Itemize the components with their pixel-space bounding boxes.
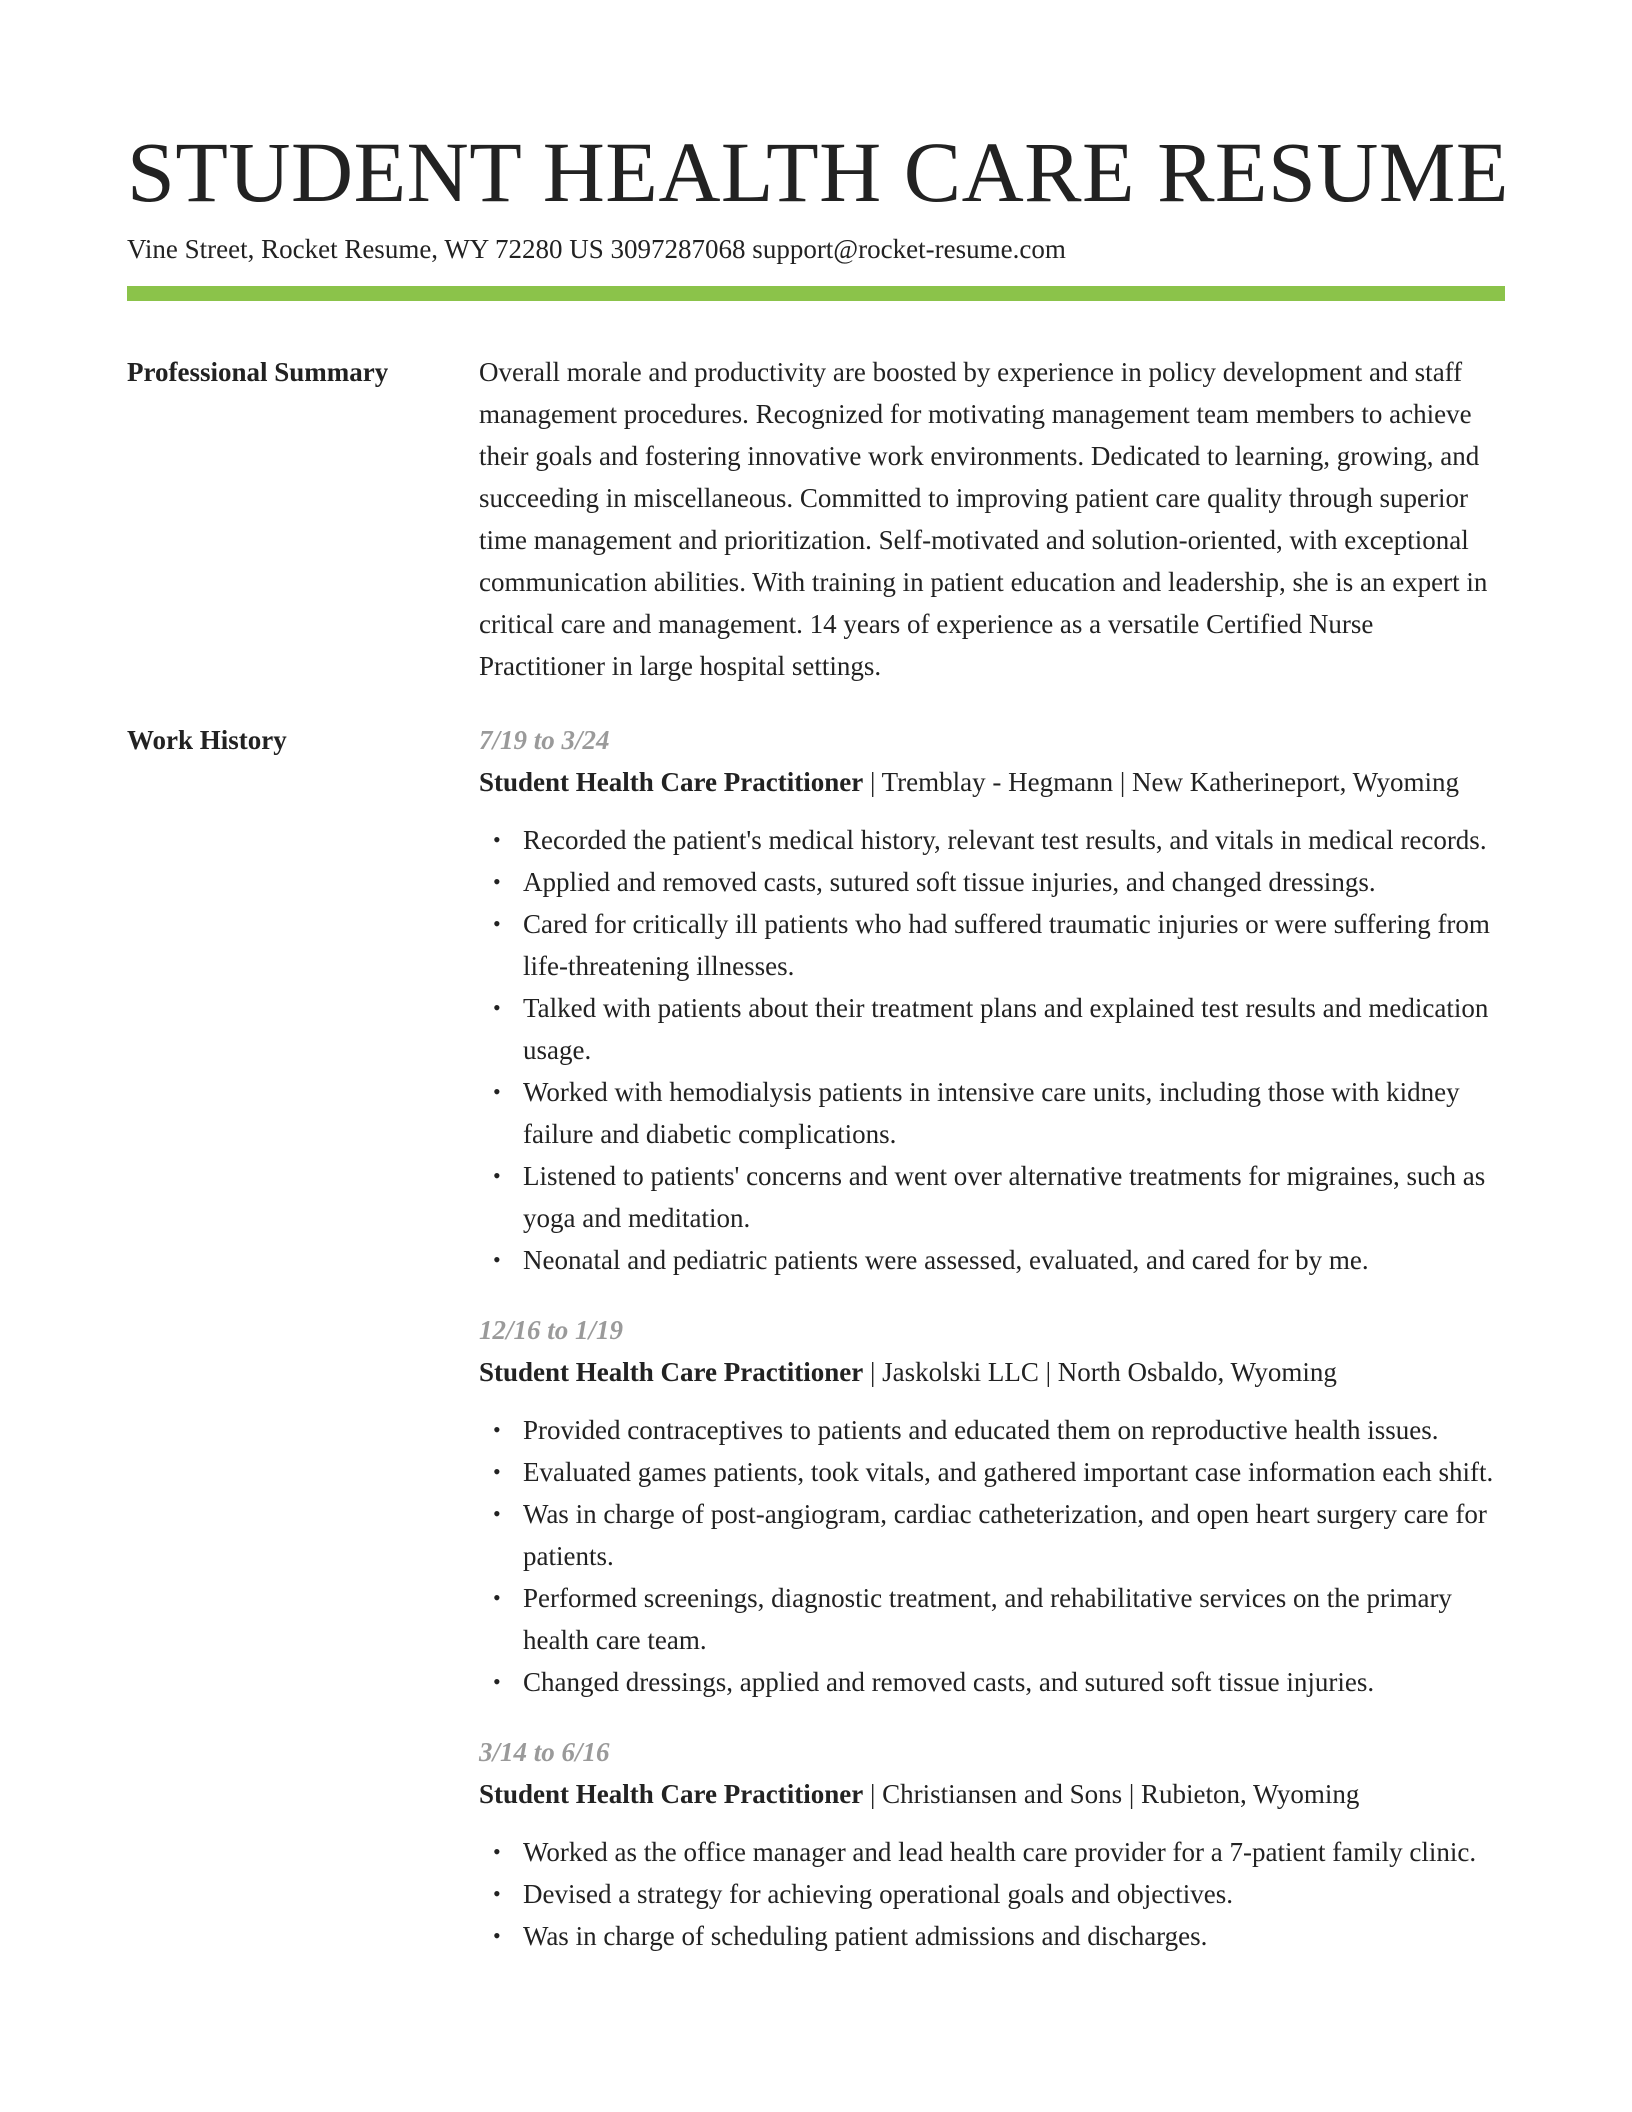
job-employer-location: | Tremblay - Hegmann | New Katherineport, Wyoming: [863, 767, 1460, 797]
duty-text: Recorded the patient's medical history, relevant test results, and vitals in medical records.: [523, 825, 1487, 855]
work-history-body: [479, 719, 1505, 1985]
list-item: [493, 1661, 1505, 1703]
list-item: [493, 1915, 1505, 1957]
header-divider: [127, 286, 1505, 301]
job-employer-location: | Jaskolski LLC | North Osbaldo, Wyoming: [863, 1357, 1337, 1387]
bullet-icon: •: [493, 827, 501, 852]
section-label-professional-summary: Professional Summary: [127, 357, 389, 387]
bullet-icon: •: [493, 1585, 501, 1610]
bullet-icon: •: [493, 1163, 501, 1188]
bullet-icon: •: [493, 995, 501, 1020]
list-item: [493, 1831, 1505, 1873]
duty-text: Changed dressings, applied and removed casts, and sutured soft tissue injuries.: [523, 1667, 1375, 1697]
bullet-icon: •: [493, 1079, 501, 1104]
job-dates: 3/14 to 6/16: [479, 1737, 610, 1767]
list-item: [493, 1873, 1505, 1915]
contact-line: Vine Street, Rocket Resume, WY 72280 US 3097287068 support@rocket-resume.com: [127, 234, 1066, 264]
duty-text: Provided contraceptives to patients and educated them on reproductive health issues.: [523, 1415, 1439, 1445]
job-duties-list: [479, 819, 1505, 1281]
bullet-icon: •: [493, 911, 501, 936]
list-item: [493, 861, 1505, 903]
summary-text: Overall morale and productivity are boosted by experience in policy development and staff management procedures. Recognized for motivating management team members to achieve their goals and fostering innovative work environments. Dedicated to learning, growing, and succeeding in miscellaneous. Committed to improving patient care quality through superior time management and prioritization. Self-motivated and solution-oriented, with exceptional communication abilities. With training in patient education and leadership, she is an expert in critical care and management. 14 years of experience as a versatile Certified Nurse Practitioner in large hospital settings.: [479, 357, 1488, 681]
section-label-work-history: Work History: [127, 725, 287, 755]
list-item: [493, 1239, 1505, 1281]
job-dates: 12/16 to 1/19: [479, 1315, 624, 1345]
duty-text: Talked with patients about their treatment plans and explained test results and medication usage.: [523, 993, 1489, 1065]
job-duties-list: [479, 1409, 1505, 1703]
bullet-icon: •: [493, 1839, 501, 1864]
resume-title: STUDENT HEALTH CARE RESUME: [127, 124, 1509, 220]
duty-text: Was in charge of post-angiogram, cardiac catheterization, and open heart surgery care for patients.: [523, 1499, 1487, 1571]
bullet-icon: •: [493, 1923, 501, 1948]
duty-text: Performed screenings, diagnostic treatment, and rehabilitative services on the primary health care team.: [523, 1583, 1452, 1655]
duty-text: Applied and removed casts, sutured soft tissue injuries, and changed dressings.: [523, 867, 1376, 897]
job-employer-location: | Christiansen and Sons | Rubieton, Wyoming: [863, 1779, 1360, 1809]
job-dates: 7/19 to 3/24: [479, 725, 610, 755]
duty-text: Evaluated games patients, took vitals, and gathered important case information each shift.: [523, 1457, 1494, 1487]
list-item: [493, 1155, 1505, 1239]
duty-text: Neonatal and pediatric patients were assessed, evaluated, and cared for by me.: [523, 1245, 1369, 1275]
job-entry: [479, 1309, 1505, 1703]
bullet-icon: •: [493, 1881, 501, 1906]
summary-body: [479, 351, 1505, 687]
bullet-icon: •: [493, 1247, 501, 1272]
duty-text: Was in charge of scheduling patient admissions and discharges.: [523, 1921, 1208, 1951]
list-item: [493, 1071, 1505, 1155]
job-title: Student Health Care Practitioner: [479, 1779, 864, 1809]
list-item: [493, 903, 1505, 987]
list-item: [493, 987, 1505, 1071]
duty-text: Worked with hemodialysis patients in intensive care units, including those with kidney failure and diabetic complications.: [523, 1077, 1460, 1149]
job-title: Student Health Care Practitioner: [479, 1357, 864, 1387]
job-heading: [479, 761, 1505, 803]
bullet-icon: •: [493, 1669, 501, 1694]
job-title: Student Health Care Practitioner: [479, 767, 864, 797]
list-item: [493, 1577, 1505, 1661]
list-item: [493, 1409, 1505, 1451]
duty-text: Listened to patients' concerns and went over alternative treatments for migraines, such as yoga and meditation.: [523, 1161, 1486, 1233]
duty-text: Devised a strategy for achieving operational goals and objectives.: [523, 1879, 1234, 1909]
job-heading: [479, 1773, 1505, 1815]
bullet-icon: •: [493, 1501, 501, 1526]
duty-text: Cared for critically ill patients who had suffered traumatic injuries or were suffering from life-threatening illnesses.: [523, 909, 1490, 981]
list-item: [493, 819, 1505, 861]
bullet-icon: •: [493, 869, 501, 894]
job-duties-list: [479, 1831, 1505, 1957]
duty-text: Worked as the office manager and lead health care provider for a 7-patient family clinic.: [523, 1837, 1477, 1867]
list-item: [493, 1451, 1505, 1493]
job-heading: [479, 1351, 1505, 1393]
bullet-icon: •: [493, 1417, 501, 1442]
list-item: [493, 1493, 1505, 1577]
bullet-icon: •: [493, 1459, 501, 1484]
job-entry: [479, 719, 1505, 1281]
job-entry: [479, 1731, 1505, 1957]
